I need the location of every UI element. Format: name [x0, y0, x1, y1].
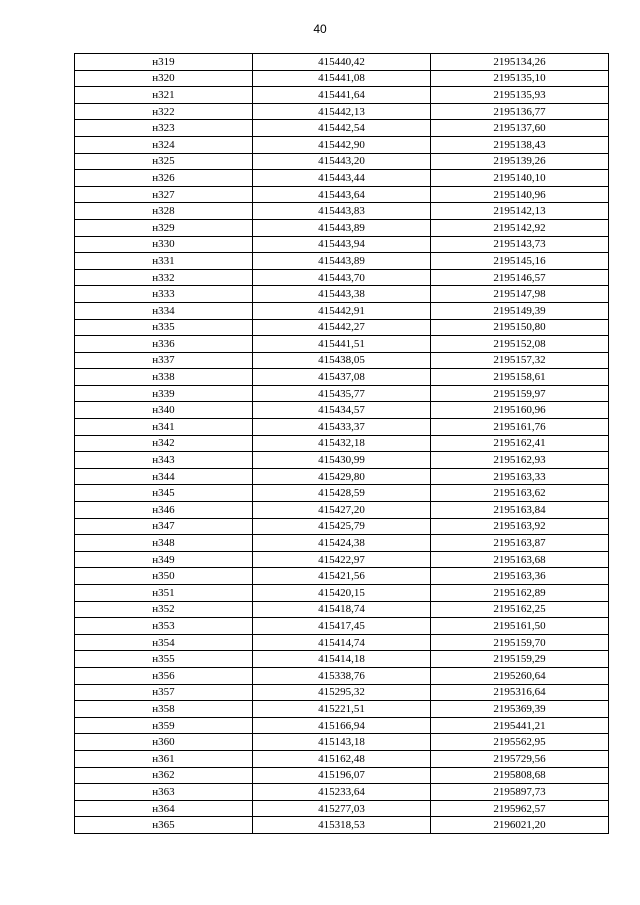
y-coordinate-cell: 2195897,73 [431, 784, 609, 801]
x-coordinate-cell: 415441,08 [253, 70, 431, 87]
x-coordinate-cell: 415414,18 [253, 651, 431, 668]
table-row [75, 701, 609, 718]
table-row [75, 618, 609, 635]
table-row [75, 236, 609, 253]
point-id-cell: н327 [75, 186, 253, 203]
y-coordinate-cell: 2195134,26 [431, 54, 609, 71]
point-id-cell: н336 [75, 336, 253, 353]
x-coordinate-cell: 415442,91 [253, 302, 431, 319]
point-id-cell: н350 [75, 568, 253, 585]
y-coordinate-cell: 2195139,26 [431, 153, 609, 170]
x-coordinate-cell: 415442,27 [253, 319, 431, 336]
y-coordinate-cell: 2195163,92 [431, 518, 609, 535]
y-coordinate-cell: 2195163,84 [431, 502, 609, 519]
x-coordinate-cell: 415318,53 [253, 817, 431, 834]
table-row [75, 601, 609, 618]
y-coordinate-cell: 2195161,76 [431, 419, 609, 436]
x-coordinate-cell: 415438,05 [253, 352, 431, 369]
table-row [75, 784, 609, 801]
y-coordinate-cell: 2195163,33 [431, 468, 609, 485]
point-id-cell: н328 [75, 203, 253, 220]
point-id-cell: н361 [75, 750, 253, 767]
x-coordinate-cell: 415295,32 [253, 684, 431, 701]
table-row [75, 352, 609, 369]
y-coordinate-cell: 2195145,16 [431, 253, 609, 270]
table-row [75, 667, 609, 684]
table-row [75, 103, 609, 120]
table-row [75, 402, 609, 419]
point-id-cell: н330 [75, 236, 253, 253]
x-coordinate-cell: 415418,74 [253, 601, 431, 618]
y-coordinate-cell: 2195159,70 [431, 634, 609, 651]
y-coordinate-cell: 2195142,92 [431, 219, 609, 236]
point-id-cell: н341 [75, 419, 253, 436]
x-coordinate-cell: 415443,64 [253, 186, 431, 203]
table-row [75, 336, 609, 353]
table-row [75, 419, 609, 436]
point-id-cell: н363 [75, 784, 253, 801]
x-coordinate-cell: 415425,79 [253, 518, 431, 535]
x-coordinate-cell: 415420,15 [253, 585, 431, 602]
point-id-cell: н351 [75, 585, 253, 602]
table-row [75, 750, 609, 767]
y-coordinate-cell: 2195149,39 [431, 302, 609, 319]
table-row [75, 186, 609, 203]
y-coordinate-cell: 2195136,77 [431, 103, 609, 120]
x-coordinate-cell: 415143,18 [253, 734, 431, 751]
y-coordinate-cell: 2195160,96 [431, 402, 609, 419]
table-row [75, 684, 609, 701]
x-coordinate-cell: 415162,48 [253, 750, 431, 767]
point-id-cell: н360 [75, 734, 253, 751]
y-coordinate-cell: 2195159,97 [431, 385, 609, 402]
x-coordinate-cell: 415166,94 [253, 717, 431, 734]
y-coordinate-cell: 2195729,56 [431, 750, 609, 767]
y-coordinate-cell: 2195159,29 [431, 651, 609, 668]
y-coordinate-cell: 2195135,93 [431, 87, 609, 104]
y-coordinate-cell: 2195147,98 [431, 286, 609, 303]
y-coordinate-cell: 2195137,60 [431, 120, 609, 137]
x-coordinate-cell: 415221,51 [253, 701, 431, 718]
table-row [75, 551, 609, 568]
y-coordinate-cell: 2195162,89 [431, 585, 609, 602]
table-row [75, 219, 609, 236]
table-row [75, 153, 609, 170]
point-id-cell: н355 [75, 651, 253, 668]
table-row [75, 319, 609, 336]
y-coordinate-cell: 2195163,62 [431, 485, 609, 502]
table-row [75, 302, 609, 319]
x-coordinate-cell: 415443,44 [253, 170, 431, 187]
table-row [75, 535, 609, 552]
table-row [75, 568, 609, 585]
point-id-cell: н340 [75, 402, 253, 419]
x-coordinate-cell: 415414,74 [253, 634, 431, 651]
point-id-cell: н331 [75, 253, 253, 270]
x-coordinate-cell: 415437,08 [253, 369, 431, 386]
y-coordinate-cell: 2195260,64 [431, 667, 609, 684]
table-row [75, 634, 609, 651]
x-coordinate-cell: 415196,07 [253, 767, 431, 784]
table-row [75, 767, 609, 784]
y-coordinate-cell: 2195162,93 [431, 452, 609, 469]
y-coordinate-cell: 2195369,39 [431, 701, 609, 718]
y-coordinate-cell: 2195316,64 [431, 684, 609, 701]
point-id-cell: н321 [75, 87, 253, 104]
table-row [75, 800, 609, 817]
table-row [75, 120, 609, 137]
y-coordinate-cell: 2195143,73 [431, 236, 609, 253]
x-coordinate-cell: 415443,20 [253, 153, 431, 170]
point-id-cell: н325 [75, 153, 253, 170]
point-id-cell: н352 [75, 601, 253, 618]
point-id-cell: н342 [75, 435, 253, 452]
x-coordinate-cell: 415441,64 [253, 87, 431, 104]
point-id-cell: н332 [75, 269, 253, 286]
point-id-cell: н339 [75, 385, 253, 402]
table-row [75, 87, 609, 104]
point-id-cell: н323 [75, 120, 253, 137]
point-id-cell: н343 [75, 452, 253, 469]
y-coordinate-cell: 2195562,95 [431, 734, 609, 751]
x-coordinate-cell: 415427,20 [253, 502, 431, 519]
x-coordinate-cell: 415421,56 [253, 568, 431, 585]
x-coordinate-cell: 415233,64 [253, 784, 431, 801]
x-coordinate-cell: 415434,57 [253, 402, 431, 419]
point-id-cell: н324 [75, 136, 253, 153]
table-row [75, 734, 609, 751]
y-coordinate-cell: 2195163,87 [431, 535, 609, 552]
y-coordinate-cell: 2195162,25 [431, 601, 609, 618]
y-coordinate-cell: 2195162,41 [431, 435, 609, 452]
x-coordinate-cell: 415443,38 [253, 286, 431, 303]
x-coordinate-cell: 415441,51 [253, 336, 431, 353]
point-id-cell: н348 [75, 535, 253, 552]
table-row [75, 70, 609, 87]
y-coordinate-cell: 2195140,10 [431, 170, 609, 187]
coordinates-table [74, 53, 609, 834]
table-row [75, 435, 609, 452]
point-id-cell: н329 [75, 219, 253, 236]
x-coordinate-cell: 415338,76 [253, 667, 431, 684]
y-coordinate-cell: 2195441,21 [431, 717, 609, 734]
x-coordinate-cell: 415440,42 [253, 54, 431, 71]
coordinates-table-body [75, 54, 609, 834]
point-id-cell: н334 [75, 302, 253, 319]
point-id-cell: н347 [75, 518, 253, 535]
point-id-cell: н322 [75, 103, 253, 120]
x-coordinate-cell: 415277,03 [253, 800, 431, 817]
point-id-cell: н333 [75, 286, 253, 303]
point-id-cell: н362 [75, 767, 253, 784]
y-coordinate-cell: 2196021,20 [431, 817, 609, 834]
y-coordinate-cell: 2195146,57 [431, 269, 609, 286]
point-id-cell: н365 [75, 817, 253, 834]
x-coordinate-cell: 415443,83 [253, 203, 431, 220]
y-coordinate-cell: 2195142,13 [431, 203, 609, 220]
point-id-cell: н349 [75, 551, 253, 568]
y-coordinate-cell: 2195158,61 [431, 369, 609, 386]
table-row [75, 54, 609, 71]
table-row [75, 452, 609, 469]
y-coordinate-cell: 2195163,36 [431, 568, 609, 585]
x-coordinate-cell: 415428,59 [253, 485, 431, 502]
table-row [75, 385, 609, 402]
table-row [75, 369, 609, 386]
point-id-cell: н356 [75, 667, 253, 684]
point-id-cell: н358 [75, 701, 253, 718]
point-id-cell: н353 [75, 618, 253, 635]
table-row [75, 468, 609, 485]
point-id-cell: н320 [75, 70, 253, 87]
x-coordinate-cell: 415417,45 [253, 618, 431, 635]
point-id-cell: н346 [75, 502, 253, 519]
y-coordinate-cell: 2195163,68 [431, 551, 609, 568]
y-coordinate-cell: 2195150,80 [431, 319, 609, 336]
point-id-cell: н335 [75, 319, 253, 336]
y-coordinate-cell: 2195808,68 [431, 767, 609, 784]
x-coordinate-cell: 415443,94 [253, 236, 431, 253]
table-row [75, 253, 609, 270]
table-row [75, 203, 609, 220]
x-coordinate-cell: 415442,90 [253, 136, 431, 153]
x-coordinate-cell: 415422,97 [253, 551, 431, 568]
x-coordinate-cell: 415443,70 [253, 269, 431, 286]
x-coordinate-cell: 415430,99 [253, 452, 431, 469]
table-row [75, 136, 609, 153]
table-row [75, 269, 609, 286]
x-coordinate-cell: 415442,13 [253, 103, 431, 120]
point-id-cell: н344 [75, 468, 253, 485]
point-id-cell: н364 [75, 800, 253, 817]
table-row [75, 170, 609, 187]
x-coordinate-cell: 415433,37 [253, 419, 431, 436]
x-coordinate-cell: 415443,89 [253, 219, 431, 236]
y-coordinate-cell: 2195140,96 [431, 186, 609, 203]
table-row [75, 518, 609, 535]
x-coordinate-cell: 415435,77 [253, 385, 431, 402]
y-coordinate-cell: 2195962,57 [431, 800, 609, 817]
table-row [75, 286, 609, 303]
point-id-cell: н354 [75, 634, 253, 651]
point-id-cell: н319 [75, 54, 253, 71]
point-id-cell: н359 [75, 717, 253, 734]
point-id-cell: н338 [75, 369, 253, 386]
table-row [75, 651, 609, 668]
x-coordinate-cell: 415429,80 [253, 468, 431, 485]
x-coordinate-cell: 415424,38 [253, 535, 431, 552]
page-number: 40 [313, 22, 327, 36]
point-id-cell: н326 [75, 170, 253, 187]
table-row [75, 717, 609, 734]
y-coordinate-cell: 2195157,32 [431, 352, 609, 369]
y-coordinate-cell: 2195152,08 [431, 336, 609, 353]
table-row [75, 502, 609, 519]
table-row [75, 585, 609, 602]
table-row [75, 817, 609, 834]
table-row [75, 485, 609, 502]
x-coordinate-cell: 415443,89 [253, 253, 431, 270]
point-id-cell: н337 [75, 352, 253, 369]
y-coordinate-cell: 2195161,50 [431, 618, 609, 635]
y-coordinate-cell: 2195138,43 [431, 136, 609, 153]
x-coordinate-cell: 415432,18 [253, 435, 431, 452]
y-coordinate-cell: 2195135,10 [431, 70, 609, 87]
point-id-cell: н357 [75, 684, 253, 701]
point-id-cell: н345 [75, 485, 253, 502]
x-coordinate-cell: 415442,54 [253, 120, 431, 137]
